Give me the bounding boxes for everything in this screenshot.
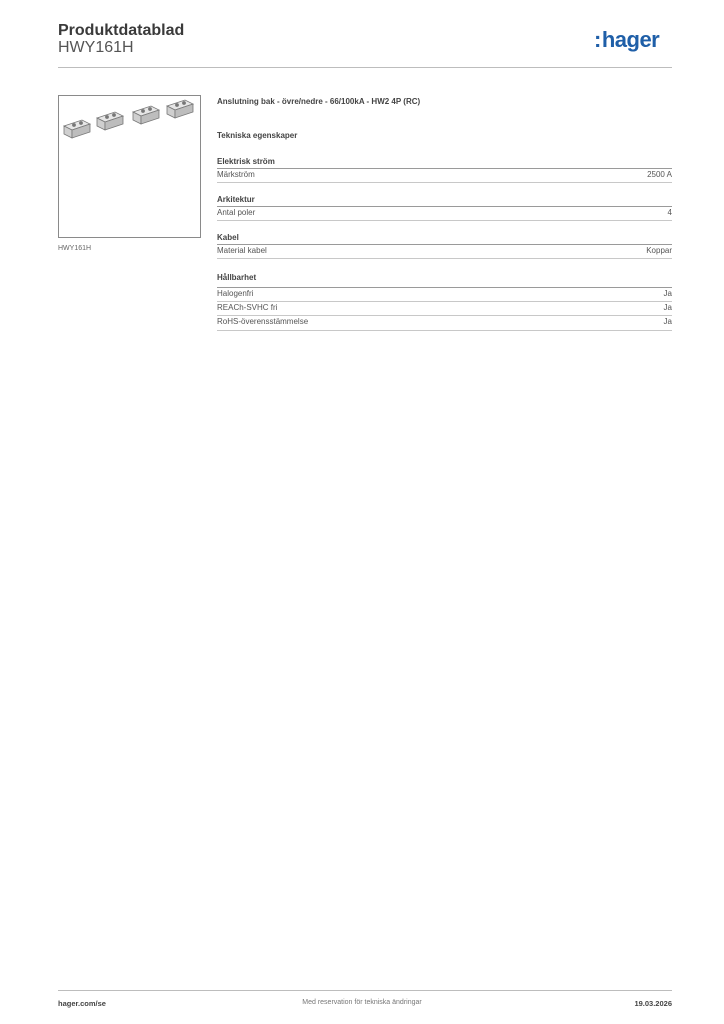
spec-row — [217, 302, 672, 314]
image-caption: HWY161H — [58, 245, 92, 252]
spec-row — [217, 316, 672, 328]
spec-value: Ja — [663, 317, 672, 326]
group-title-architecture: Arkitektur — [217, 195, 255, 204]
spec-value: 4 — [667, 208, 672, 217]
footer-disclaimer: Med reservation för tekniska ändringar — [302, 999, 422, 1006]
spec-row — [217, 169, 672, 181]
spec-value: 2500 A — [647, 170, 672, 179]
product-image — [58, 95, 201, 238]
section-heading: Tekniska egenskaper — [217, 131, 298, 140]
row-divider — [217, 182, 672, 183]
spec-row — [217, 207, 672, 219]
header-divider — [58, 67, 672, 68]
row-divider — [217, 330, 672, 331]
group-title-sustainability: Hållbarhet — [217, 273, 257, 282]
row-divider — [217, 220, 672, 221]
spec-row — [217, 245, 672, 257]
spec-value: Ja — [663, 289, 672, 298]
spec-value: Ja — [663, 303, 672, 312]
footer-divider — [58, 990, 672, 991]
hager-logo: :hager — [594, 27, 660, 52]
spec-label: Material kabel — [217, 246, 267, 255]
spec-label: Antal poler — [217, 208, 256, 217]
group-title-electrical: Elektrisk ström — [217, 157, 275, 166]
spec-label: Halogenfri — [217, 289, 254, 298]
spec-label: REACh-SVHC fri — [217, 303, 278, 312]
footer-date: 19.03.2026 — [634, 999, 672, 1008]
product-illustration — [59, 96, 200, 237]
product-description: Anslutning bak - övre/nedre - 66/100kA - HW2 4P (RC) — [217, 97, 421, 106]
spec-value: Koppar — [646, 246, 672, 255]
document-title: Produktdatablad — [58, 22, 185, 39]
group-title-cable: Kabel — [217, 233, 239, 242]
row-divider — [217, 258, 672, 259]
spec-label: RoHS-överensstämmelse — [217, 317, 309, 326]
spec-label: Märkström — [217, 170, 255, 179]
footer-website-link[interactable]: hager.com/se — [58, 999, 106, 1008]
spec-row — [217, 288, 672, 300]
product-code: HWY161H — [58, 39, 134, 56]
